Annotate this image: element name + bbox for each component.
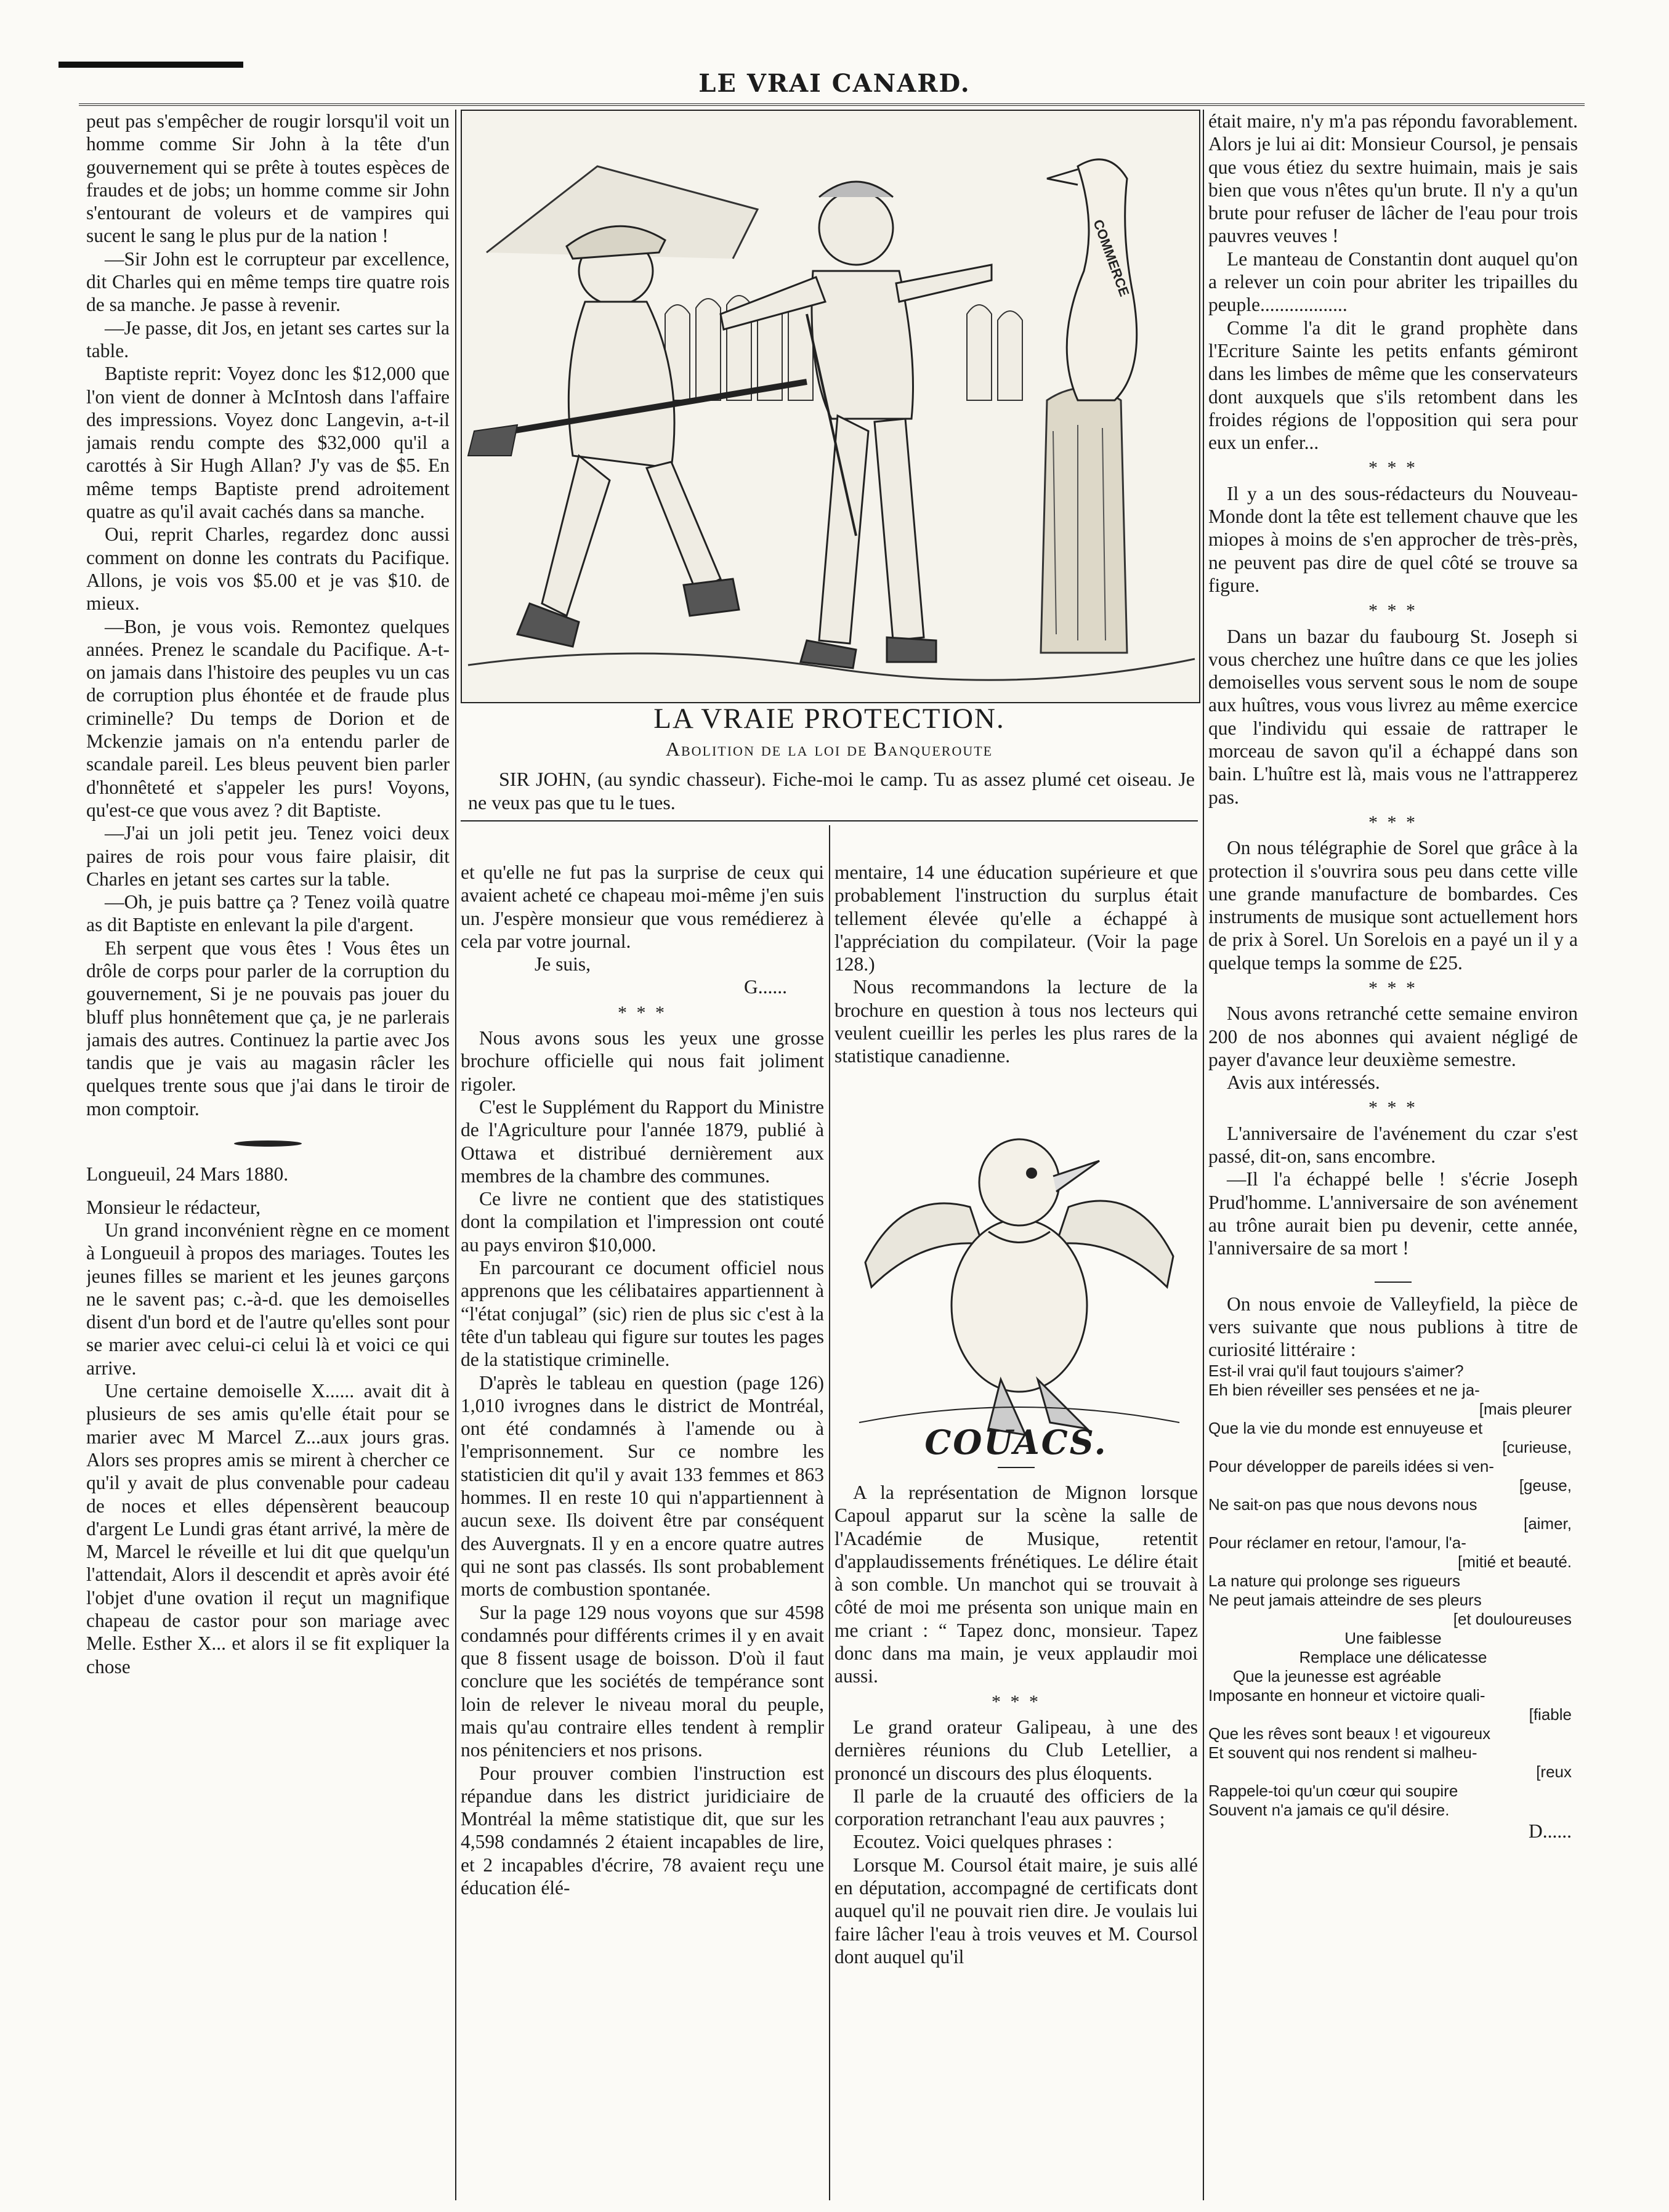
paragraph: Avis aux intéressés.	[1227, 1072, 1380, 1094]
poem-line: Et souvent qui nos rendent si malheu-	[1208, 1743, 1477, 1762]
poem-line: La nature qui prolonge ses rigueurs	[1208, 1571, 1461, 1590]
paragraph: Le grand orateur Galipeau, à une des dernières réunions du Club Letellier, a prononcé un discours des plus éloquents.	[834, 1716, 1198, 1784]
separator	[1208, 1265, 1578, 1288]
poem-line: Une faiblesse	[1344, 1628, 1442, 1647]
paragraph: —Sir John est le corrupteur par excellence, dit Charles qui en même temps tire quatre rois de sa manche. Je passe à revenir.	[86, 248, 450, 316]
paragraph: Pour prouver combien l'instruction est répandue dans les district juridiciaire de Montréal la même statistique dit, que sur les 4,598 condamnés 2 étaient incapables de lire, et 2 incapables d'écrire, 78 avaient reçu une éducation élé-	[461, 1762, 824, 1899]
paragraph: A la représentation de Mignon lorsque Capoul apparut sur la scène la salle de l'Académie de Musique, retentit d'applaudissements frénétiques. Le délire était à son comble. Un manchot qui se trouvait à côté de moi me présenta son unique main en me criant : “ Tapez donc, monsieur. Tapez donc dans ma main, je veux applaudir moi aussi.	[834, 1482, 1198, 1687]
asterism: * * *	[1368, 1097, 1418, 1118]
poem-line: [mais pleurer	[1479, 1399, 1572, 1418]
poem-line: [fiable	[1529, 1705, 1572, 1724]
cartoon-caption	[468, 767, 1195, 814]
paragraph: mentaire, 14 une éducation supérieure et que probablement l'instruction du surplus était tellement élevée qu'elle a échappé à l'appréciation du compilateur. (Voir la page 128.)	[834, 862, 1198, 975]
paragraph: —Bon, je vous vois. Remontez quelques années. Prenez le scandale du Pacifique. A-t-on jamais dans l'histoire des peuples vu un cas de corruption plus éhontée et de fraude plus criminelle? Du temps de Dorion et de Mckenzie jamais on n'a entendu parler de scandale pareil. Les bleus peuvent bien parler d'honnêteté et s'appeler les purs! Voyons, qu'est-ce que vous avez ? dit Baptiste.	[86, 615, 450, 821]
masthead-rule	[79, 103, 1585, 110]
poem-line: [aimer,	[1523, 1514, 1572, 1533]
section-separator	[86, 1129, 450, 1152]
paragraph: Nous avons retranché cette semaine environ 200 de nos abonnes qui avaient négligé de payer d'avance leur deuxième semestre.	[1208, 1003, 1578, 1070]
paragraph: On nous envoie de Valleyfield, la pièce de vers suivante que nous publions à titre de curiosité littéraire :	[1208, 1293, 1578, 1361]
paragraph: En parcourant ce document officiel nous apprenons que les célibataires appartiennent à “l'état conjugal” (sic) rien de plus sic c'est à la tête d'un tableau qui figure sur toutes les pages de la statistique criminelle.	[461, 1257, 824, 1371]
paragraph: Eh serpent que vous êtes ! Vous êtes un drôle de corps pour parler de la corruption du gouvernement, Si je ne pouvais pas jouer du bluff plus honnêtement que ça, je ne parlerais jamais des autres. Continuez la partie avec Jos tandis que je vais au magasin râcler les quelques trente sous que j'ai dans le tiroir de mon comptoir.	[86, 937, 450, 1120]
duck-drawing	[847, 1102, 1192, 1447]
paragraph: —Je passe, dit Jos, en jetant ses cartes sur la table.	[86, 317, 450, 361]
column-2	[461, 861, 824, 2200]
paragraph: L'anniversaire de l'avénement du czar s'est passé, dit-on, sans encombre.	[1208, 1122, 1578, 1168]
dateline: Longueuil, 24 Mars 1880.	[86, 1163, 289, 1185]
cartoon-subtitle: Abolition de la loi de Banqueroute	[665, 738, 993, 760]
salutation: Monsieur le rédacteur,	[86, 1196, 261, 1218]
paragraph: Il y a un des sous-rédacteurs du Nouveau-Monde dont la tête est tellement chauve que les miopes à moins de s'en approcher de très-près, ne peuvent pas dire de quel côté se trouve sa figure.	[1208, 482, 1578, 596]
paragraph: Le manteau de Constantin dont auquel qu'on a relever un coin pour abriter les tripailles du peuple..................	[1208, 248, 1578, 316]
column-rule	[829, 825, 830, 2200]
paragraph: —Il l'a échappé belle ! s'écrie Joseph Prud'homme. L'anniversaire de son avénement au trône aurait bien pu devenir, cette année, l'anniversaire de sa mort !	[1208, 1168, 1578, 1259]
asterism: * * *	[1368, 458, 1418, 478]
paragraph: Baptiste reprit: Voyez donc les $12,000 que l'on vient de donner à McIntosh dans l'affaire des impressions. Voyez donc Langevin, a-t-il jamais rendu compte des $32,000 qu'il a carottés à Sir Hugh Allan? J'y vas de $5. En même temps Baptiste prend adroitement quatre as qu'il avait cachés dans sa manche.	[86, 363, 450, 523]
poem-line: [mitié et beauté.	[1458, 1552, 1572, 1571]
column-rule	[1203, 110, 1204, 2200]
cartoon-drawing	[462, 111, 1199, 702]
paragraph: Sur la page 129 nous voyons que sur 4598 condamnés pour différents crimes il y en avait que 8 fissent usage de boisson. D'où il faut conclure que les sociétés de tempérance sont loin de relever le niveau moral du peuple, mais qu'au contraire elles tendent à remplir nos pénitenciers et nos prisons.	[461, 1601, 824, 1761]
paragraph: Comme l'a dit le grand prophète dans l'Ecriture Sainte les petits enfants gémiront dans les limbes de même que les conservateurs dont auxquels que s'ils retombent dans les froides régions de l'opposition qui sera pour eux un enfer...	[1208, 317, 1578, 454]
poem-line: Que la jeunesse est agréable	[1233, 1666, 1442, 1685]
top-rule	[59, 62, 243, 68]
paragraph: Un grand inconvénient règne en ce moment à Longueuil à propos des mariages. Toutes les jeunes filles se marient et les jeunes garçons ne le savent pas; c.-à-d. que les demoiselles disent d'un bord et de l'autre qu'elles sont pour se marier avec celui-ci celui là et voici ce qui arrive.	[86, 1219, 450, 1379]
paragraph: Ce livre ne contient que des statistiques dont la compilation et l'impression ont couté au pays environ $10,000.	[461, 1188, 824, 1256]
signature: G......	[744, 976, 787, 998]
closing: Je suis,	[535, 953, 591, 975]
column-4	[1208, 110, 1578, 2200]
bird-label: COMMERCE	[1090, 217, 1133, 299]
paragraph: D'après le tableau en question (page 126) 1,010 ivrognes dans le district de Montréal, ont été condamnés à l'amende ou à l'emprisonnement. Sur ce nombre les statisticien dit qu'il y avait 133 femmes et 863 hommes. Il en reste 10 qui n'appartiennent à aucun sexe. Ils doivent être par conséquent des Auvergnats. Il y en a encore quatre autres qui ne sont pas classés. Ils sont probablement morts de combustion spontanée.	[461, 1371, 824, 1600]
masthead: LE VRAI CANARD.	[698, 69, 971, 98]
poem-line: Remplace une délicatesse	[1299, 1647, 1487, 1666]
poem-line: Que les rêves sont beaux ! et vigoureux	[1208, 1724, 1491, 1743]
asterism: * * *	[618, 1002, 667, 1023]
poem-line: Pour développer de pareils idées si ven-	[1208, 1456, 1494, 1475]
poem-line: Souvent n'a jamais ce qu'il désire.	[1208, 1800, 1450, 1819]
poem-line: [reux	[1536, 1762, 1572, 1781]
asterism: * * *	[992, 1691, 1041, 1712]
column-1	[86, 110, 450, 2200]
paragraph: Il parle de la cruauté des officiers de la corporation retranchant l'eau aux pauvres ;	[834, 1785, 1198, 1830]
paragraph: était maire, n'y m'a pas répondu favorablement. Alors je lui ai dit: Monsieur Coursol, je pensais que vous étiez du sextre huimain, mais je sais bien que vous n'êtes qu'un brute. Il n'y a qu'un brute pour refuser de lâcher de l'eau pour trois pauvres veuves !	[1208, 110, 1578, 247]
paragraph: peut pas s'empêcher de rougir lorsqu'il voit un homme comme Sir John à la tête d'un gouvernement qui se prête à toutes espèces de fraudes et de jobs; un homme comme sir John s'entourant de voleurs et de vampires qui sucent le sang le plus pur de la nation !	[86, 110, 450, 247]
poem-line: [curieuse,	[1502, 1437, 1572, 1456]
paragraph: —J'ai un joli petit jeu. Tenez voici deux paires de rois pour vous faire plaisir, dit Charles en jetant ses cartes sur la table.	[86, 822, 450, 890]
poem	[1208, 1362, 1578, 1820]
cartoon-illustration	[461, 110, 1200, 703]
paragraph: On nous télégraphie de Sorel que grâce à la protection il s'ouvrira sous peu dans cette ville une grande manufacture de bombardes. Ces instruments de musique sont actuellement hors de prix à Sorel. Un Sorelois en a payé un il y a quelque temps la somme de £25.	[1208, 837, 1578, 974]
poem-signature: D......	[1529, 1820, 1572, 1842]
paragraph: et qu'elle ne fut pas la surprise de ceux qui avaient acheté ce chapeau moi-même j'en suis un. J'espère monsieur que vous remédierez à cela par votre journal.	[461, 862, 824, 952]
paragraph: Nous recommandons la lecture de la brochure en question à tous nos lecteurs qui veulent cueillir les perles les plus rares de la statistique canadienne.	[834, 976, 1198, 1067]
poem-line: [geuse,	[1519, 1475, 1572, 1495]
poem-line: Que la vie du monde est ennuyeuse et	[1208, 1418, 1483, 1437]
poem-line: Ne sait-on pas que nous devons nous	[1208, 1495, 1477, 1514]
heading-rule	[998, 1467, 1035, 1468]
paragraph: Dans un bazar du faubourg St. Joseph si vous cherchez une huître dans ce que les jolies demoiselles vous servent sous le nom de soupe aux huîtres, vous vous livrez au même exercice que l'individu qui essaie de rattraper le morceau de savon qu'il a échappé dans son bain. L'huître est là, mais vous ne l'attrapperez pas.	[1208, 625, 1578, 808]
poem-line: Eh bien réveiller ses pensées et ne ja-	[1208, 1380, 1480, 1399]
section-heading-couacs: COUACS.	[924, 1423, 1108, 1462]
duck-illustration	[847, 1102, 1192, 1447]
asterism: * * *	[1368, 812, 1418, 833]
caption-text: SIR JOHN, (au syndic chasseur). Fiche-moi le camp. Tu as assez plumé cet oiseau. Je ne veux pas que tu le tues.	[468, 768, 1195, 813]
paragraph: Une certaine demoiselle X...... avait dit à plusieurs de ses amis qu'elle était pour se marier avec M Marcel Z...aux jours gras. Alors ses propres amis se mirent à chercher ce qu'il y avait de plus convenable pour cadeau de noces et elles dépensèrent beaucoup d'argent Le Lundi gras étant arrivé, la mère de M, Marcel le réveille et lui dit que quelqu'un l'attendait, Alors il descendit et après avoir été l'objet d'une ovation il reçut un magnifique chapeau de castor pour son mariage avec Melle. Esther X... et alors il se fit expliquer la chose	[86, 1380, 450, 1677]
paragraph: Nous avons sous les yeux une grosse brochure officielle qui nous fait joliment rigoler.	[461, 1027, 824, 1095]
poem-line: Est-il vrai qu'il faut toujours s'aimer?	[1208, 1361, 1464, 1380]
poem-line: Imposante en honneur et victoire quali-	[1208, 1685, 1485, 1705]
caption-rule	[461, 820, 1198, 821]
paragraph: C'est le Supplément du Rapport du Ministre de l'Agriculture pour l'année 1879, publié à Ottawa et distribué dernièrement aux membres de la chambre des communes.	[461, 1096, 824, 1187]
paragraph: —Oh, je puis battre ça ? Tenez voilà quatre as dit Baptiste en enlevant la pile d'argent.	[86, 891, 450, 936]
poem-line: Pour réclamer en retour, l'amour, l'a-	[1208, 1533, 1466, 1552]
poem-line: Ne peut jamais atteindre de ses pleurs	[1208, 1590, 1482, 1609]
column-3-bottom	[834, 1481, 1198, 2200]
paragraph: Ecoutez. Voici quelques phrases :	[853, 1831, 1113, 1853]
asterism: * * *	[1368, 600, 1418, 621]
column-rule	[455, 110, 456, 2200]
paragraph: Oui, reprit Charles, regardez donc aussi comment on donne les contrats du Pacifique. Allons, je vois vos $5.00 et je vas $10. de mieux.	[86, 523, 450, 615]
cartoon-title: LA VRAIE PROTECTION.	[653, 703, 1005, 735]
paragraph: Lorsque M. Coursol était maire, je suis allé en députation, accompagné de certificats dont auquel qu'il ne pouvait rien dire. Je voulais lui faire lâcher l'eau à trois veuves et M. Coursol dont auquel qu'il	[834, 1854, 1198, 1968]
asterism: * * *	[1368, 977, 1418, 998]
poem-line: [et douloureuses	[1453, 1609, 1572, 1628]
poem-line: Rappele-toi qu'un cœur qui soupire	[1208, 1781, 1458, 1800]
